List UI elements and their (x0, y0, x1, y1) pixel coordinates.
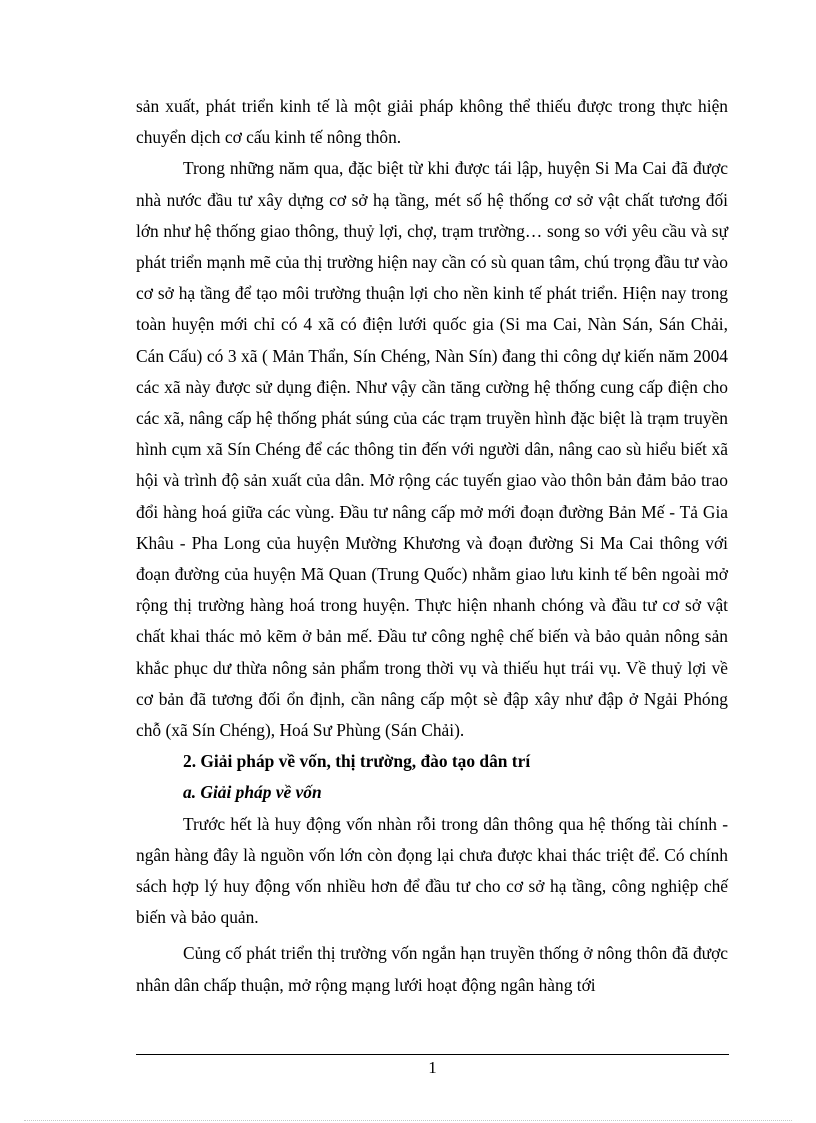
footer-divider (136, 1054, 729, 1055)
paragraph-continued: sản xuất, phát triển kinh tế là một giải pháp không thể thiếu được trong thực hiện chuyển dịch cơ cấu kinh tế nông thôn. (136, 96, 728, 148)
page-bottom-edge (24, 1120, 792, 1121)
paragraph-capital-market: Củng cố phát triển thị trường vốn ngắn hạn truyền thống ở nông thôn đã được nhân dân chấp thuận, mở rộng mạng lưới hoạt động ngân hàng tới (136, 943, 728, 995)
page-number: 1 (428, 1058, 437, 1077)
document-body (136, 91, 728, 1001)
section-heading: 2. Giải pháp về vốn, thị trường, đào tạo dân trí (183, 751, 531, 772)
paragraph-capital-mobilization: Trước hết là huy động vốn nhàn rỗi trong dân thông qua hệ thống tài chính - ngân hàng đây là nguồn vốn lớn còn đọng lại chưa được khai thác triệt để. Có chính sách hợp lý huy động vốn nhiều hơn để đầu tư cho cơ sở hạ tầng, công nghiệp chế biến và bảo quản. (136, 813, 728, 928)
paragraph-infrastructure: Trong những năm qua, đặc biệt từ khi được tái lập, huyện Si Ma Cai đã được nhà nước đầu tư xây dựng cơ sở hạ tầng, mét số hệ thống cơ sở vật chất tương đối lớn như hệ thống giao thông, thuỷ lợi, chợ, trạm trường… song so với yêu cầu và sự phát triển mạnh mẽ của thị trường hiện nay cần có sù quan tâm, chú trọng đầu tư vào cơ sở hạ tầng để tạo môi trường thuận lợi cho nền kinh tế phát triển. Hiện nay trong toàn huyện mới chỉ có 4 xã có điện lưới quốc gia (Si ma Cai, Nàn Sán, Sán Chải, Cán Cấu) có 3 xã ( Mản Thẩn, Sín Chéng, Nàn Sín) đang thi công dự kiến năm 2004 các xã này được sử dụng điện. Như vậy cần tăng cường hệ thống cung cấp điện cho các xã, nâng cấp hệ thống phát súng của các trạm truyền hình đặc biệt là trạm truyền hình cụm xã Sín Chéng để các thông tin đến với người dân, nâng cao sù hiểu biết xã hội và trình độ sản xuất của dân. Mở rộng các tuyến giao vào thôn bản đảm bảo trao đổi hàng hoá giữa các vùng. Đầu tư nâng cấp mở mới đoạn đường Bản Mế - Tả Gia Khâu - Pha Long của huyện Mường Khương và đoạn đường Si Ma Cai thông với đoạn đường của huyện Mã Quan (Trung Quốc) nhằm giao lưu kinh tế bên ngoài mở rộng thị trường hàng hoá trong huyện. Thực hiện nhanh chóng và đầu tư cơ sở vật chất khai thác mỏ kẽm ở bản mế. Đầu tư công nghệ chế biến và bảo quản nông sản khắc phục dư thừa nông sản phẩm trong thời vụ và thiếu hụt trái vụ. Về thuỷ lợi về cơ bản đã tương đối ổn định, cần nâng cấp một sè đập xây như đập ở Ngải Phóng chỗ (xã Sín Chéng), Hoá Sư Phùng (Sán Chải). (136, 158, 728, 741)
subsection-heading: a. Giải pháp về vốn (183, 782, 322, 803)
